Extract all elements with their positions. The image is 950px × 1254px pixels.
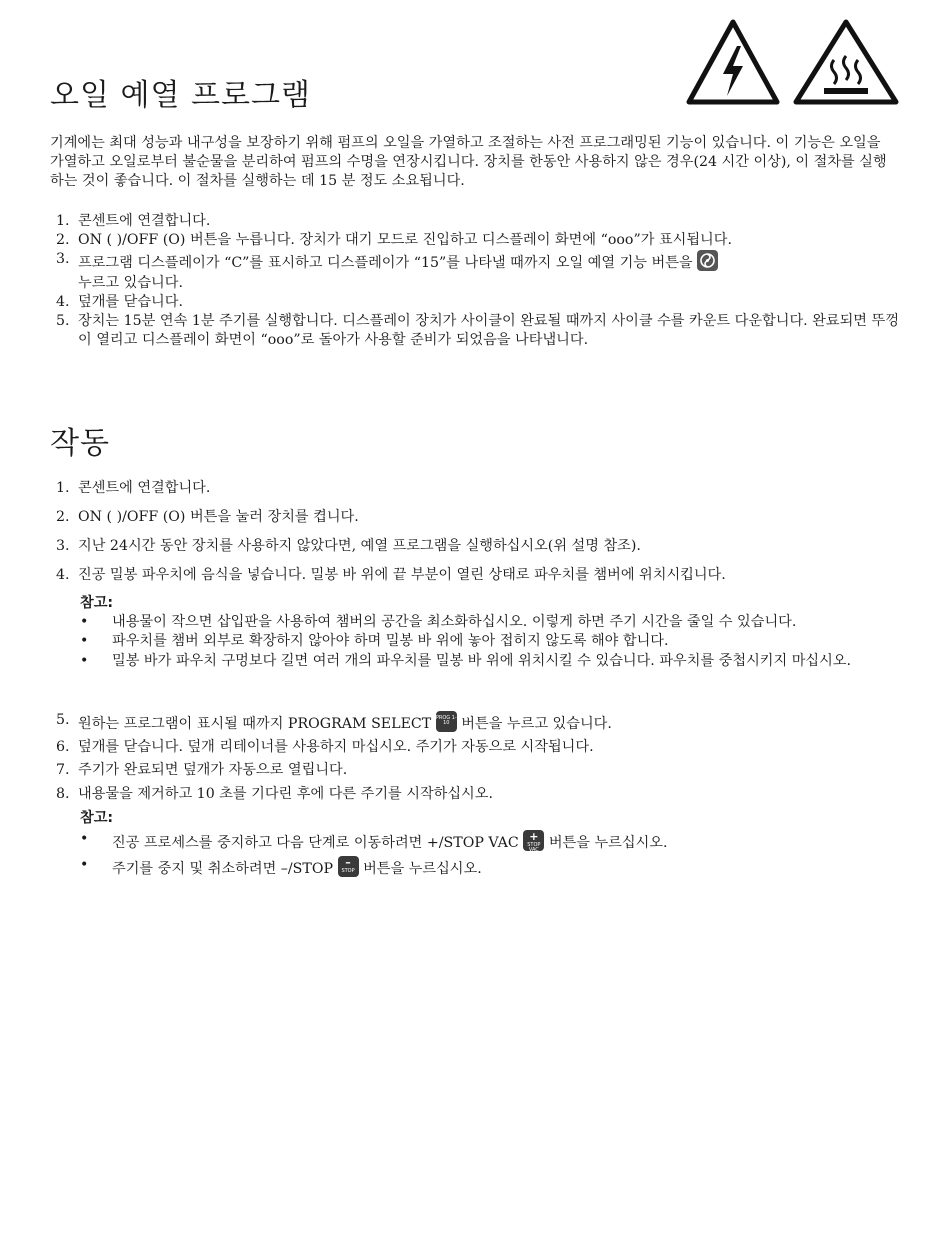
step-number: 6.	[56, 739, 70, 756]
bullet: •	[80, 857, 89, 874]
step-text: ON ( )/OFF (O) 버튼을 누릅니다. 장치가 대기 모드로 진입하고 디스플레이 화면에 “ooo”가 표시됩니다.	[78, 232, 732, 249]
step-number: 1.	[56, 480, 70, 496]
list-item	[50, 212, 900, 231]
step-text: 덮개를 닫습니다.	[78, 293, 183, 310]
step-number: 1.	[56, 213, 70, 229]
list-item	[50, 231, 900, 250]
section-title-operation: 작동	[50, 426, 110, 461]
note-list	[80, 830, 890, 883]
note-list	[80, 613, 890, 671]
preheat-steps	[50, 212, 900, 350]
note-title: 참고:	[80, 595, 114, 611]
stop-vac-plus-icon: + STOP VAC	[523, 830, 544, 851]
step-text: 지난 24시간 동안 장치를 사용하지 않았다면, 예열 프로그램을 실행하십시오(위 설명 참조).	[78, 538, 641, 554]
intro-paragraph: 기계에는 최대 성능과 내구성을 보장하기 위해 펌프의 오일을 가열하고 조절하는 사전 프로그래밍된 기능이 있습니다. 이 기능은 오일을 가열하고 오일로부터 불순물을 분리하여 펌프의 수명을 연장시킵니다. 장치를 한동안 사용하지 않은 경우(24 시간 이상), 이 절차를 실행하는 것이 좋습니다. 이 절차를 실행하는 데 15 분 정도 소요됩니다.	[50, 135, 887, 190]
bullet: •	[80, 652, 89, 669]
note-item	[80, 632, 890, 650]
step-text: ON ( )/OFF (O) 버튼을 눌러 장치를 켭니다.	[78, 509, 359, 525]
note-text: 밀봉 바가 파우치 구멍보다 길면 여러 개의 파우치를 밀봉 바 위에 위치시킬 수 있습니다. 파우치를 중첩시키지 마십시오.	[112, 652, 852, 669]
note-text: 파우치를 챔버 외부로 확장하지 않아야 하며 밀봉 바 위에 놓아 접히지 않도록 해야 합니다.	[112, 633, 669, 650]
step-text: 장치는 15분 연속 1분 주기를 실행합니다. 디스플레이 장치가 사이클이 완료될 때까지 사이클 수를 카운트 다운합니다. 완료되면 뚜껑이 열리고 디스플레이 화면이 “ooo”로 돌아가 사용할 준비가 되었음을 나타냅니다.	[78, 313, 899, 349]
program-select-icon: PROG 1-10	[436, 711, 457, 732]
oil-preheat-fan-icon	[697, 250, 718, 271]
list-item	[50, 479, 910, 498]
note-text: 내용물이 작으면 삽입판을 사용하여 챔버의 공간을 최소화하십시오. 이렇게 하면 주기 시간을 줄일 수 있습니다.	[112, 614, 797, 630]
note-item	[80, 613, 890, 631]
bullet: •	[80, 633, 89, 650]
list-item	[50, 312, 900, 350]
step-text: 주기가 완료되면 덮개가 자동으로 열립니다.	[78, 762, 348, 779]
electrical-hazard-icon	[685, 18, 781, 106]
list-item	[50, 293, 900, 312]
note-text-cont: 버튼을 누르십시오.	[363, 861, 482, 878]
note-text-cont: 버튼을 누르십시오.	[548, 835, 668, 851]
list-item	[50, 785, 910, 804]
step-number: 2.	[56, 232, 70, 249]
step-number: 4.	[56, 293, 70, 310]
step-number: 3.	[56, 251, 70, 268]
step-number: 7.	[56, 762, 70, 779]
step-number: 8.	[56, 785, 70, 802]
note-text: 주기를 중지 및 취소하려면 –/STOP	[112, 861, 334, 878]
bullet: •	[80, 831, 89, 847]
step-number: 4.	[56, 567, 70, 583]
list-item	[50, 508, 910, 527]
step-text: 원하는 프로그램이 표시될 때까지 PROGRAM SELECT	[78, 716, 432, 732]
step-text: 내용물을 제거하고 10 초를 기다린 후에 다른 주기를 시작하십시오.	[78, 785, 493, 802]
list-item	[50, 738, 910, 757]
step-text: 콘센트에 연결합니다.	[78, 213, 211, 229]
note-item	[80, 652, 890, 670]
list-item	[50, 711, 910, 734]
step-text: 콘센트에 연결합니다.	[78, 480, 211, 496]
list-item	[50, 566, 910, 585]
hot-surface-icon	[792, 18, 900, 106]
note-item	[80, 856, 890, 878]
stop-minus-icon: – STOP	[338, 856, 359, 877]
list-item	[50, 761, 910, 780]
step-number: 5.	[56, 313, 70, 330]
step-number: 3.	[56, 538, 70, 554]
step-text-cont: 누르고 있습니다.	[78, 274, 183, 291]
note-item	[80, 830, 890, 852]
step-text: 덮개를 닫습니다. 덮개 리테이너를 사용하지 마십시오. 주기가 자동으로 시작됩니다.	[78, 739, 594, 756]
step-number: 2.	[56, 509, 70, 525]
note-title: 참고:	[80, 810, 114, 826]
step-text: 프로그램 디스플레이가 “C”를 표시하고 디스플레이가 “15”를 나타낼 때까지 오일 예열 기능 버튼을	[78, 255, 693, 272]
bullet: •	[80, 614, 89, 630]
list-item	[50, 250, 900, 292]
operation-steps-a	[50, 479, 910, 585]
step-number: 5.	[56, 712, 70, 728]
step-text: 진공 밀봉 파우치에 음식을 넣습니다. 밀봉 바 위에 끝 부분이 열린 상태로 파우치를 챔버에 위치시킵니다.	[78, 567, 726, 583]
list-item	[50, 537, 910, 556]
operation-steps-b	[50, 711, 910, 808]
step-text-cont: 버튼을 누르고 있습니다.	[461, 716, 612, 732]
section-title-oil-preheat: 오일 예열 프로그램	[50, 78, 311, 113]
note-text: 진공 프로세스를 중지하고 다음 단계로 이동하려면 +/STOP VAC	[112, 835, 519, 851]
